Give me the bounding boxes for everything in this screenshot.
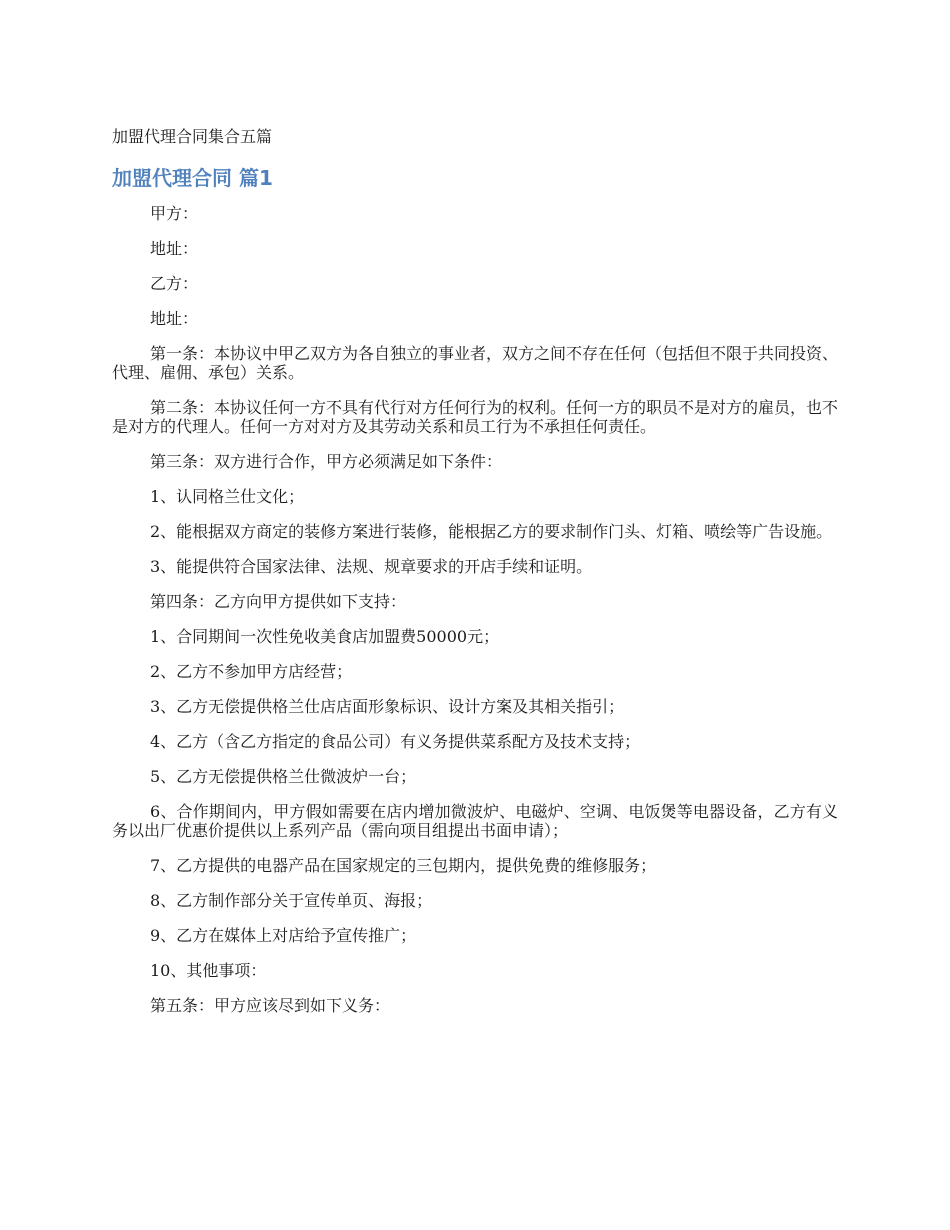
paragraph-item: 9、乙方在媒体上对店给予宣传推广； <box>150 926 417 945</box>
section-heading: 加盟代理合同 篇1 <box>112 166 273 190</box>
paragraph-article-1: 第一条：本协议中甲乙双方为各自独立的事业者，双方之间不存在任何（包括但不限于共同投资、代理、雇佣、承包）关系。 <box>112 344 839 382</box>
paragraph-item: 3、乙方无偿提供格兰仕店店面形象标识、设计方案及其相关指引； <box>150 697 625 716</box>
paragraph-address-a: 地址： <box>150 239 199 258</box>
paragraph-article-5: 第五条：甲方应该尽到如下义务： <box>150 996 391 1015</box>
paragraph-item: 8、乙方制作部分关于宣传单页、海报； <box>150 891 433 910</box>
paragraph-item: 1、合同期间一次性免收美食店加盟费50000元； <box>150 627 500 646</box>
paragraph-item: 10、其他事项： <box>150 961 267 980</box>
paragraph-party-b: 乙方： <box>150 274 199 293</box>
paragraph-item: 7、乙方提供的电器产品在国家规定的三包期内，提供免费的维修服务； <box>150 856 657 875</box>
paragraph-article-2: 第二条：本协议任何一方不具有代行对方任何行为的权利。任何一方的职员不是对方的雇员，也不是对方的代理人。任何一方对对方及其劳动关系和员工行为不承担任何责任。 <box>112 398 839 436</box>
paragraph-article-3: 第三条：双方进行合作，甲方必须满足如下条件： <box>150 452 503 471</box>
paragraph-item: 2、能根据双方商定的装修方案进行装修，能根据乙方的要求制作门头、灯箱、喷绘等广告设施。 <box>150 522 833 541</box>
document-body <box>112 204 838 1031</box>
paragraph-item: 6、合作期间内，甲方假如需要在店内增加微波炉、电磁炉、空调、电饭煲等电器设备，乙方有义务以出厂优惠价提供以上系列产品（需向项目组提出书面申请）； <box>112 802 838 840</box>
document-title: 加盟代理合同集合五篇 <box>112 127 273 146</box>
paragraph-item: 2、乙方不参加甲方店经营； <box>150 662 353 681</box>
paragraph-address-b: 地址： <box>150 309 199 328</box>
paragraph-item: 3、能提供符合国家法律、法规、规章要求的开店手续和证明。 <box>150 557 593 576</box>
paragraph-item: 4、乙方（含乙方指定的食品公司）有义务提供菜系配方及技术支持； <box>150 732 641 751</box>
paragraph-party-a: 甲方： <box>150 204 199 223</box>
paragraph-article-4: 第四条：乙方向甲方提供如下支持： <box>150 592 407 611</box>
paragraph-item: 1、认同格兰仕文化； <box>150 487 305 506</box>
paragraph-item: 5、乙方无偿提供格兰仕微波炉一台； <box>150 767 417 786</box>
